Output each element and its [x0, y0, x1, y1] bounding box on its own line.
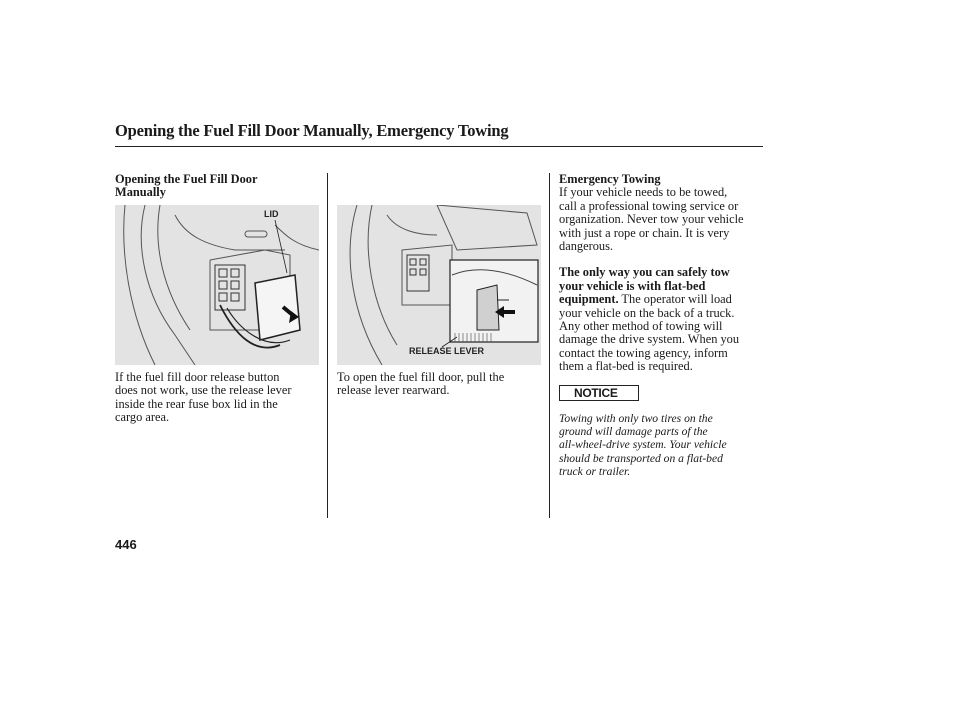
release-lever-callout: RELEASE LEVER — [409, 346, 485, 356]
notice-label: NOTICE — [574, 386, 618, 400]
page-number: 446 — [115, 537, 137, 552]
towing-para1-line: dangerous. — [559, 239, 614, 254]
flatbed-warning-line: The only way you can safely tow — [559, 265, 730, 280]
page-title: Opening the Fuel Fill Door Manually, Emergency Towing — [115, 121, 509, 140]
notice-text — [559, 412, 764, 478]
towing-para1-line: with just a rope or chain. It is very — [559, 225, 730, 240]
notice-line: should be transported on a flat-bed — [559, 451, 723, 465]
left-body-line: If the fuel fill door release button — [115, 370, 280, 384]
towing-para2-line: damage the drive system. When you — [559, 332, 740, 347]
towing-para2-line: your vehicle on the back of a truck. — [559, 305, 735, 320]
column-divider-1 — [327, 173, 328, 518]
left-heading — [115, 173, 320, 200]
towing-para2-line: them a flat-bed is required. — [559, 359, 693, 374]
notice-line: all-wheel-drive system. Your vehicle — [559, 438, 727, 452]
left-body-line: does not work, use the release lever — [115, 383, 292, 398]
towing-para1-line: call a professional towing service or — [559, 198, 739, 213]
title-rule — [115, 146, 763, 147]
lid-callout: LID — [264, 209, 279, 219]
column-divider-2 — [549, 173, 550, 518]
emergency-towing-heading: Emergency Towing — [559, 172, 661, 186]
flatbed-warning-emphasis: equipment. — [559, 292, 619, 307]
release-lever-figure — [337, 205, 541, 365]
middle-body-line: To open the fuel fill door, pull the — [337, 370, 505, 384]
fuse-box-lid-illustration — [115, 205, 319, 365]
left-body — [115, 371, 325, 425]
notice-line: ground will damage parts of the — [559, 425, 708, 439]
left-body-line: cargo area. — [115, 410, 170, 425]
flatbed-warning-line — [559, 293, 764, 306]
notice-badge — [559, 385, 639, 401]
right-section-towing — [559, 173, 764, 374]
fuse-box-lid-figure — [115, 205, 319, 365]
flatbed-warning-continuation: The operator will load — [618, 292, 732, 307]
notice-line: Towing with only two tires on the — [559, 412, 713, 425]
middle-body — [337, 371, 547, 398]
towing-para2-line: Any other method of towing will — [559, 319, 723, 334]
notice-line: truck or trailer. — [559, 464, 631, 478]
middle-body-line: release lever rearward. — [337, 383, 450, 398]
release-lever-illustration — [337, 205, 541, 365]
flatbed-warning-line: your vehicle is with flat-bed — [559, 278, 706, 293]
left-heading-line-2: Manually — [115, 185, 166, 200]
towing-para2-line: contact the towing agency, inform — [559, 345, 728, 360]
towing-para1-line: If your vehicle needs to be towed, — [559, 185, 728, 200]
left-body-line: inside the rear fuse box lid in the — [115, 396, 278, 411]
left-heading-line-1: Opening the Fuel Fill Door — [115, 172, 258, 186]
towing-para1-line: organization. Never tow your vehicle — [559, 212, 744, 227]
